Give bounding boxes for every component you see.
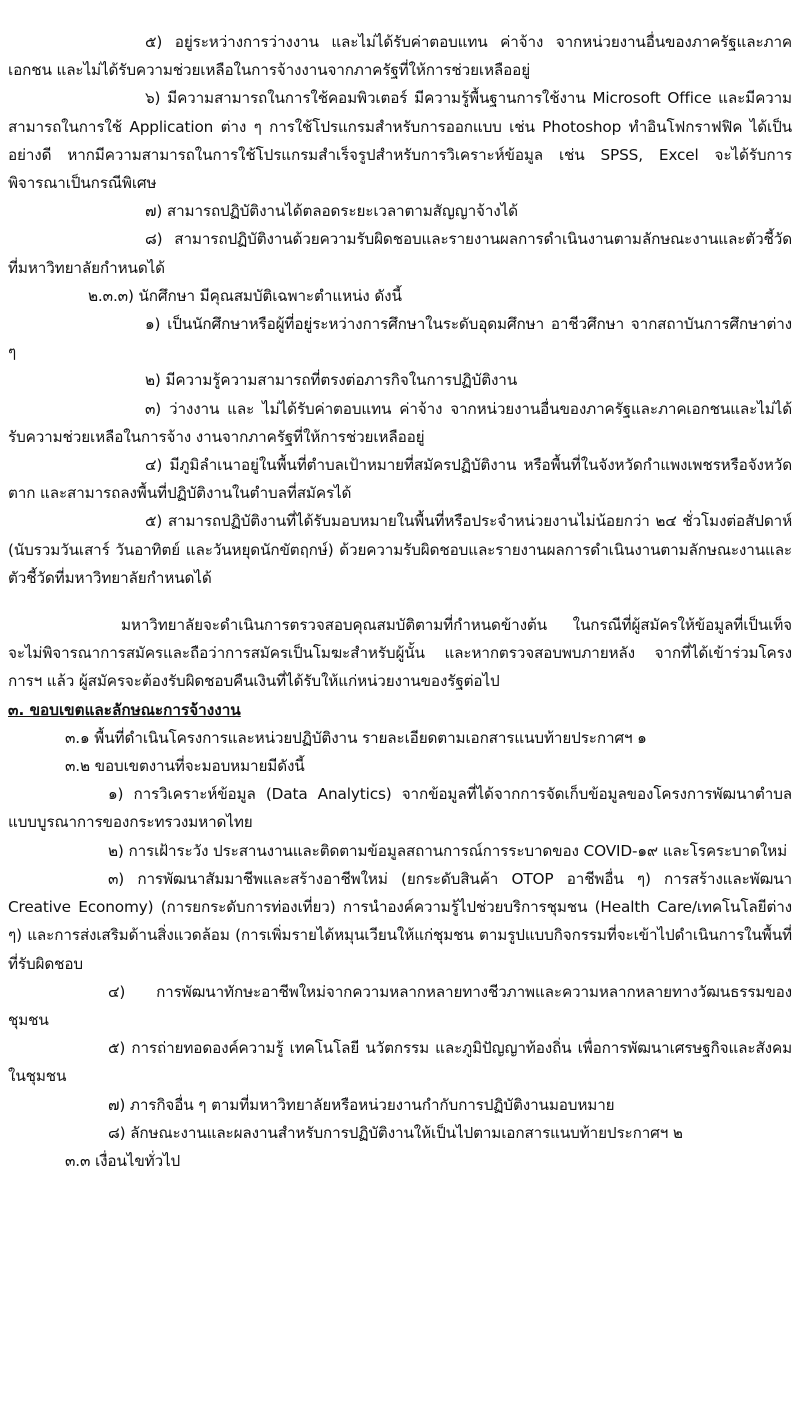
scope-item-4: ๔) การพัฒนาทักษะอาชีพใหม่จากความหลากหลายทางชีวภาพและความหลากหลายทางวัฒนธรรมของชุมชน <box>8 982 792 1029</box>
scope-item-2: ๒) การเฝ้าระวัง ประสานงานและติดตามข้อมูลสถานการณ์การระบาดของ COVID-๑๙ และโรคระบาดใหม่ <box>108 841 788 860</box>
student-qualification-4: ๔) มีภูมิลำเนาอยู่ในพื้นที่ตำบลเป้าหมายที่สมัครปฏิบัติงาน หรือพื้นที่ในจังหวัดกำแพงเพชรหรือจังหวัดตาก และสามารถลงพื้นที่ปฏิบัติงานในตำบลที่สมัครได้ <box>8 456 792 503</box>
general-qualification-7: ๗) สามารถปฏิบัติงานได้ตลอดระยะเวลาตามสัญญาจ้างได้ <box>145 202 518 221</box>
student-qualification-heading: ๒.๓.๓) นักศึกษา มีคุณสมบัติเฉพาะตำแหน่ง ดังนี้ <box>88 286 402 305</box>
section-3-heading: ๓. ขอบเขตและลักษณะการจ้างงาน <box>8 700 241 719</box>
scope-item-5: ๕) การถ่ายทอดองค์ความรู้ เทคโนโลยี นวัตกรรม และภูมิปัญญาท้องถิ่น เพื่อการพัฒนาเศรษฐกิจและสังคมในชุมชน <box>8 1039 792 1086</box>
student-qualification-3: ๓) ว่างงาน และ ไม่ได้รับค่าตอบแทน ค่าจ้าง จากหน่วยงานอื่นของภาครัฐและภาคเอกชนและไม่ได้รับความช่วยเหลือในการจ้าง งานจากภาครัฐที่ให้การช่วยเหลืออยู่ <box>8 399 792 446</box>
section-3-3: ๓.๓ เงื่อนไขทั่วไป <box>65 1151 181 1170</box>
section-3-2: ๓.๒ ขอบเขตงานที่จะมอบหมายมีดังนี้ <box>65 757 305 776</box>
scope-item-8: ๘) ลักษณะงานและผลงานสำหรับการปฏิบัติงานให้เป็นไปตามเอกสารแนบท้ายประกาศฯ ๒ <box>108 1123 683 1142</box>
general-qualification-5: ๕) อยู่ระหว่างการว่างงาน และไม่ได้รับค่าตอบแทน ค่าจ้าง จากหน่วยงานอื่นของภาครัฐและภาคเอกชน และไม่ได้รับความช่วยเหลือในการจ้างงานจากภาครัฐที่ให้การช่วยเหลืออยู่ <box>8 33 792 80</box>
general-qualification-6: ๖) มีความสามารถในการใช้คอมพิวเตอร์ มีความรู้พื้นฐานการใช้งาน Microsoft Office และมีความสามารถในการใช้ Application ต่าง ๆ การใช้โปรแกรมสำหรับการออกแบบ เช่น Photoshop ทำอินโฟกราฟฟิค ได้เป็นอย่างดี หากมีความสามารถในการใช้โปรแกรมสำเร็จรูปสำหรับการวิเคราะห์ข้อมูล เช่น SPSS, Excel จะได้รับการพิจารณาเป็นกรณีพิเศษ <box>8 89 792 193</box>
student-qualification-1: ๑) เป็นนักศึกษาหรือผู้ที่อยู่ระหว่างการศึกษาในระดับอุดมศึกษา อาชีวศึกษา จากสถาบันการศึกษาต่าง ๆ <box>8 315 792 362</box>
verification-note: มหาวิทยาลัยจะดำเนินการตรวจสอบคุณสมบัติตามที่กำหนดข้างต้น ในกรณีที่ผู้สมัครให้ข้อมูลที่เป็นเท็จ จะไม่พิจารณาการสมัครและถือว่าการสมัครเป็นโมฆะสำหรับผู้นั้น และหากตรวจสอบพบภายหลัง จากที่ได้เข้าร่วมโครงการฯ แล้ว ผู้สมัครจะต้องรับผิดชอบคืนเงินที่ได้รับให้แก่หน่วยงานของรัฐต่อไป <box>8 616 792 691</box>
student-qualification-5: ๕) สามารถปฏิบัติงานที่ได้รับมอบหมายในพื้นที่หรือประจำหน่วยงานไม่น้อยกว่า ๒๔ ชั่วโมงต่อสัปดาห์ (นับรวมวันเสาร์ วันอาทิตย์ และวันหยุดนักขัตฤกษ์) ด้วยความรับผิดชอบและรายงานผลการดำเนินงานตามลักษณะงานและตัวชี้วัดที่มหาวิทยาลัยกำหนดได้ <box>8 512 792 587</box>
general-qualification-8: ๘) สามารถปฏิบัติงานด้วยความรับผิดชอบและรายงานผลการดำเนินงานตามลักษณะงานและตัวชี้วัดที่มหาวิทยาลัยกำหนดได้ <box>8 230 792 277</box>
student-qualification-2: ๒) มีความรู้ความสามารถที่ตรงต่อภารกิจในการปฏิบัติงาน <box>145 371 518 390</box>
scope-item-7: ๗) ภารกิจอื่น ๆ ตามที่มหาวิทยาลัยหรือหน่วยงานกำกับการปฏิบัติงานมอบหมาย <box>108 1095 615 1114</box>
scope-item-1: ๑) การวิเคราะห์ข้อมูล (Data Analytics) จากข้อมูลที่ได้จากการจัดเก็บข้อมูลของโครงการพัฒนาตำบลแบบบูรณาการของกระทรวงมหาดไทย <box>8 785 792 832</box>
section-3-1: ๓.๑ พื้นที่ดำเนินโครงการและหน่วยปฏิบัติงาน รายละเอียดตามเอกสารแนบท้ายประกาศฯ ๑ <box>65 728 647 747</box>
scope-item-3: ๓) การพัฒนาสัมมาชีพและสร้างอาชีพใหม่ (ยกระดับสินค้า OTOP อาชีพอื่น ๆ) การสร้างและพัฒนา Creative Economy) (การยกระดับการท่องเที่ยว) การนำองค์ความรู้ไปช่วยบริการชุมชน (Health Care/เทคโนโลยีต่าง ๆ) และการส่งเสริมด้านสิ่งแวดล้อม (การเพิ่มรายได้หมุนเวียนให้แก่ชุมชน ตามรูปแบบกิจกรรมที่จะเข้าไปดำเนินการในพื้นที่ที่รับผิดชอบ <box>8 869 792 973</box>
